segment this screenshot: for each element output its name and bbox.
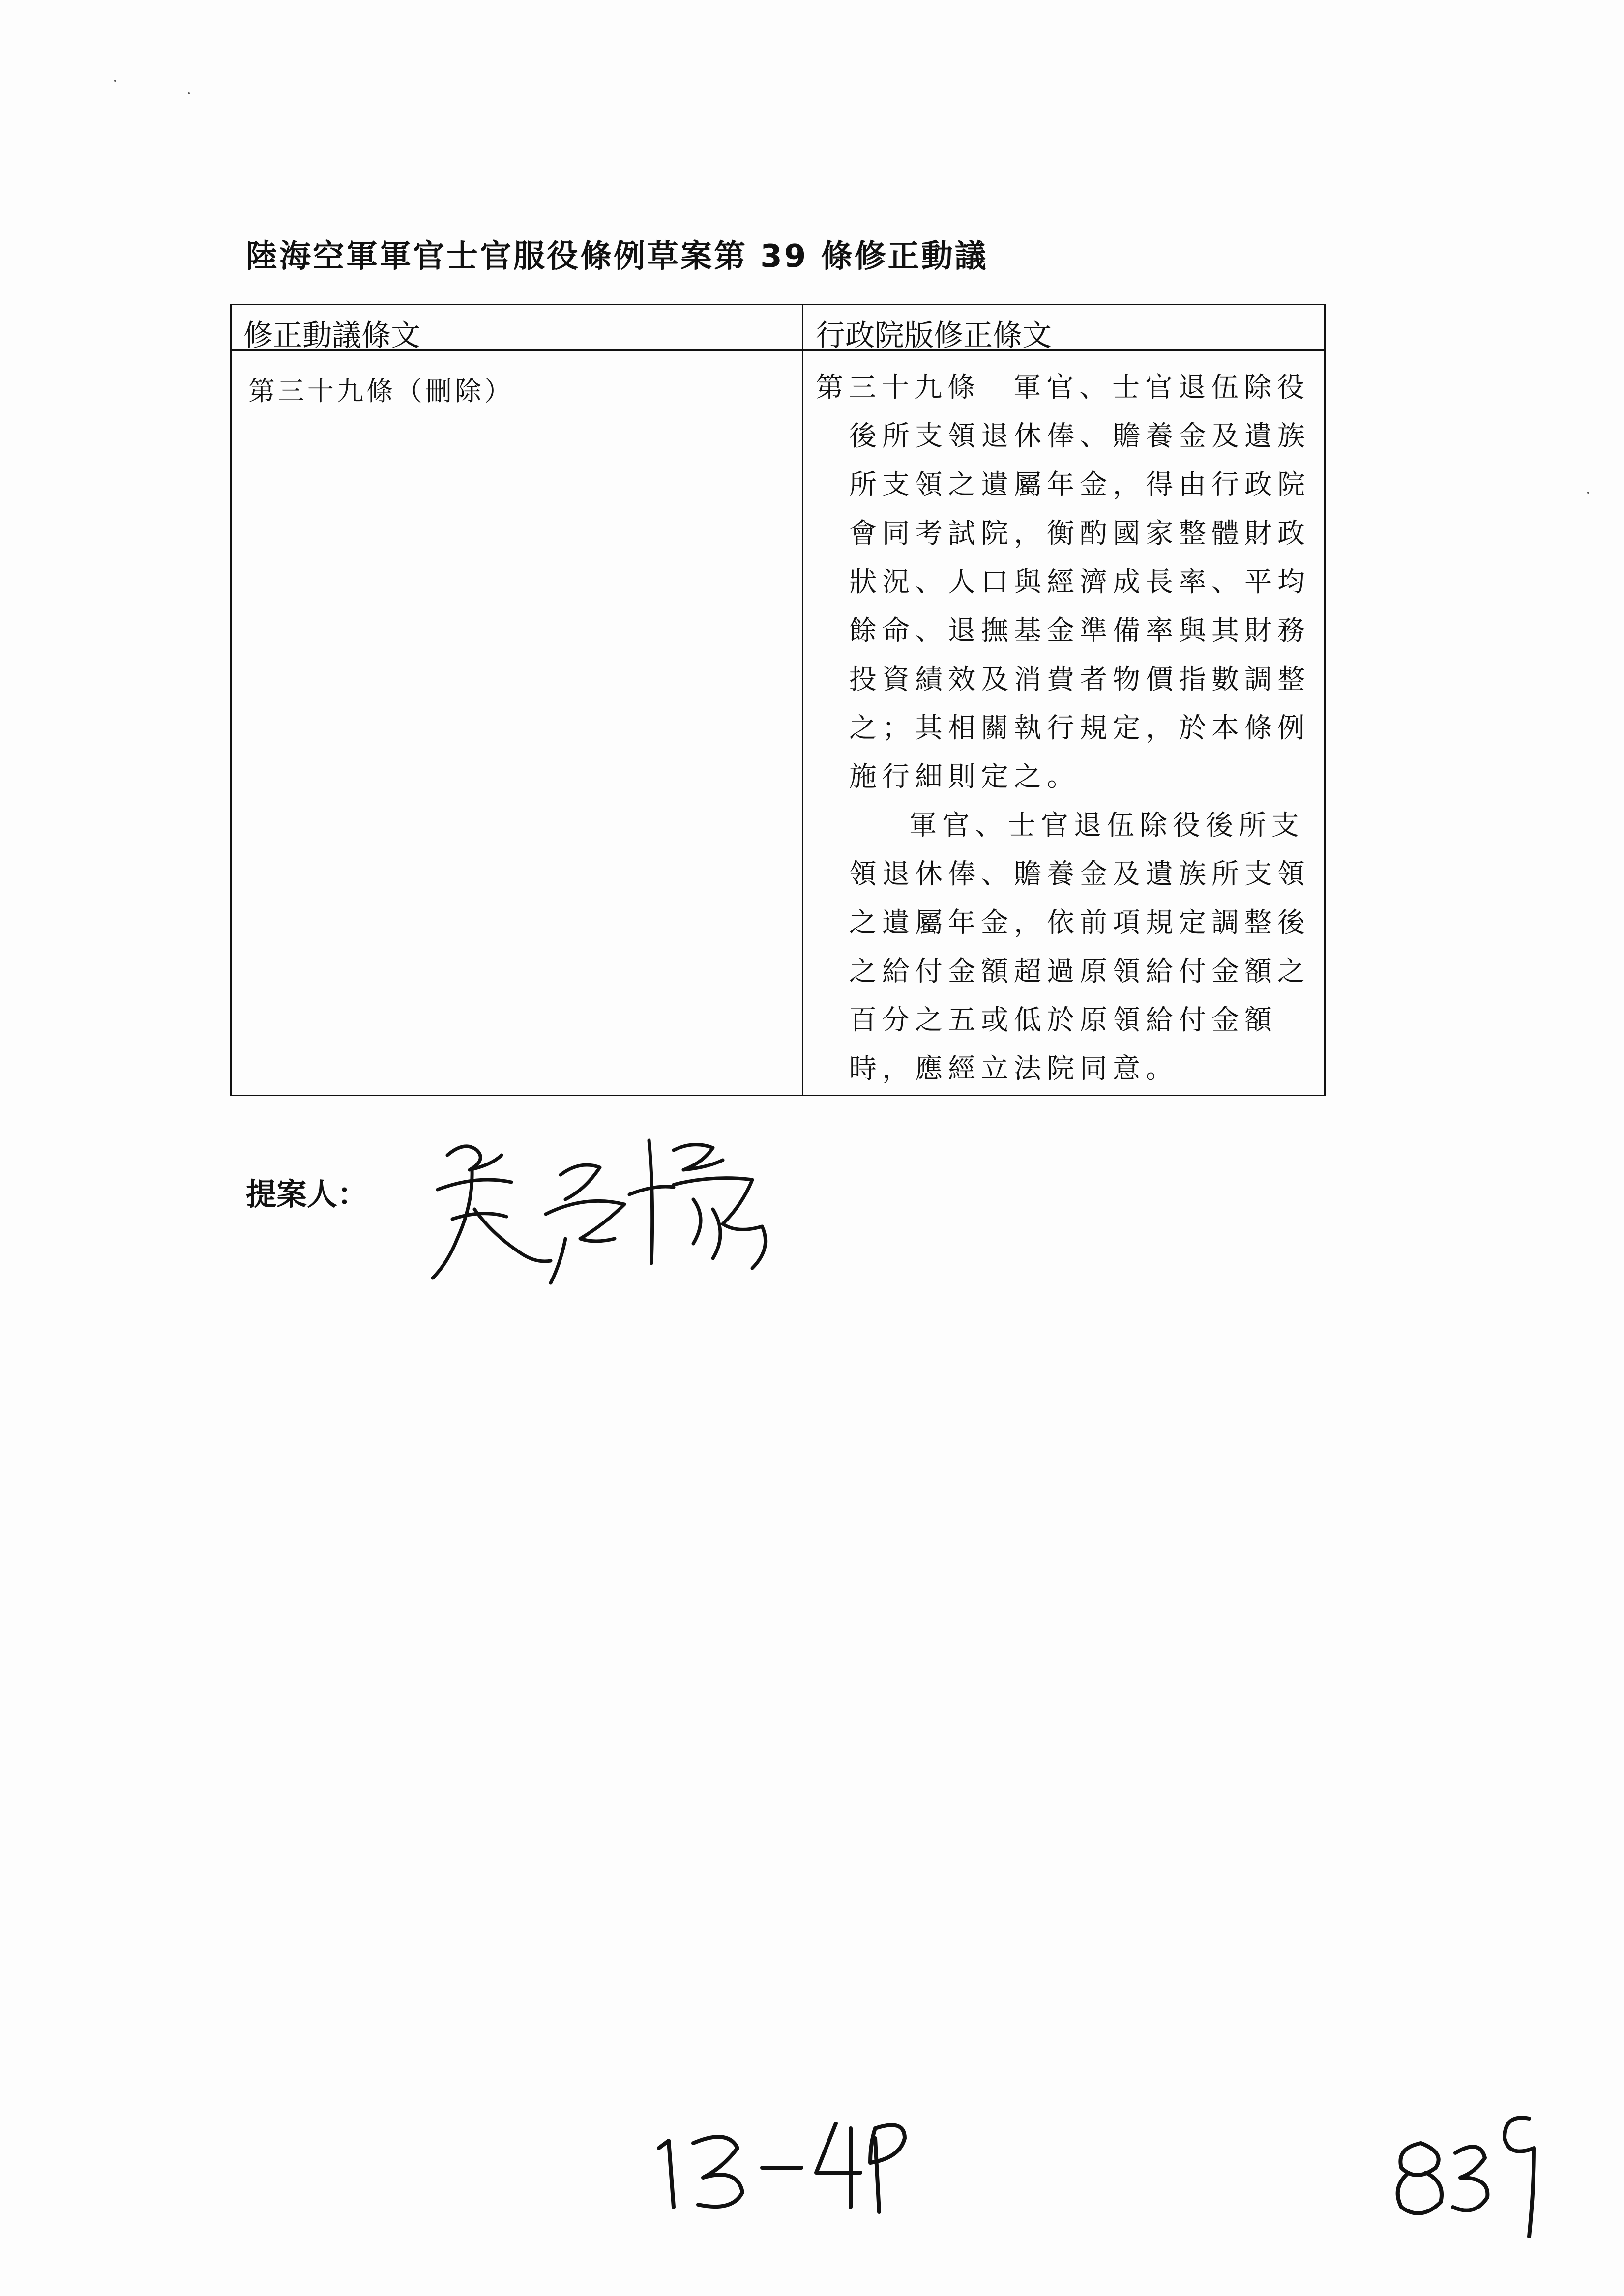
article-line: 所支領之遺屬年金，得由行政院 — [849, 469, 1310, 501]
article-line: 施行細則定之。 — [849, 761, 1080, 793]
scan-speck — [1587, 492, 1589, 494]
handwritten-sheet-number — [1387, 2089, 1554, 2246]
proposer-label: 提案人： — [246, 1176, 368, 1212]
handwritten-signature — [418, 1121, 792, 1298]
article-line: 軍官、士官退伍除役後所支 — [909, 810, 1304, 842]
amendment-table — [230, 304, 1326, 1096]
article-line: 會同考試院，衡酌國家整體財政 — [849, 518, 1310, 550]
article-line: 狀況、人口與經濟成長率、平均 — [849, 566, 1310, 598]
article-line: 時，應經立法院同意。 — [849, 1053, 1179, 1085]
article-line: 之給付金額超過原領給付金額之 — [849, 956, 1310, 988]
handwritten-page-number — [639, 2094, 915, 2222]
article-line: 第三十九條 軍官、士官退伍除役 — [816, 372, 1310, 404]
scan-speck — [114, 80, 116, 82]
article-line: 後所支領退休俸、贍養金及遺族 — [849, 420, 1310, 452]
document-title: 陸海空軍軍官士官服役條例草案第 39 條修正動議 — [246, 238, 988, 275]
article-line: 之；其相關執行規定，於本條例 — [849, 712, 1310, 744]
amendment-article-text: 第三十九條（刪除） — [248, 376, 514, 407]
scan-speck — [188, 92, 190, 94]
column-divider — [802, 305, 803, 1095]
article-line: 百分之五或低於原領給付金額 — [849, 1004, 1277, 1036]
executive-article-text — [816, 363, 1312, 1093]
article-line: 餘命、退撫基金準備率與其財務 — [849, 615, 1310, 647]
header-amendment-text: 修正動議條文 — [243, 319, 420, 353]
article-line: 領退休俸、贍養金及遺族所支領 — [849, 858, 1310, 890]
article-line: 之遺屬年金，依前項規定調整後 — [849, 907, 1310, 939]
header-executive-version: 行政院版修正條文 — [816, 319, 1052, 353]
article-line: 投資績效及消費者物價指數調整 — [849, 664, 1310, 696]
